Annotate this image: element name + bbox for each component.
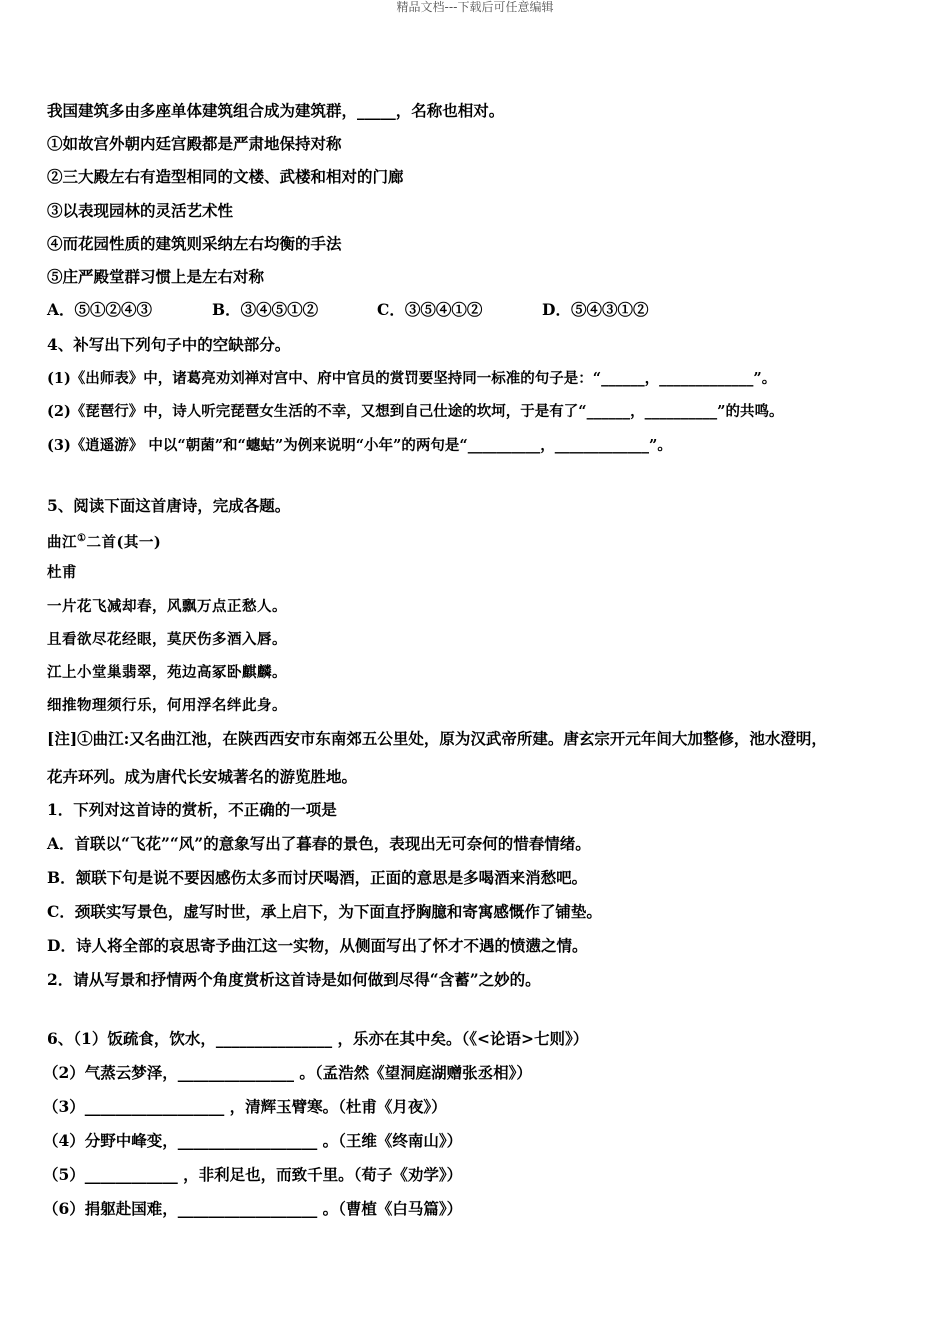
q3-options (47, 300, 648, 320)
poem-note-line-1: [注]①曲江:又名曲江池，在陕西西安市东南郊五公里处，原为汉武帝所建。唐玄宗开元年间大加整修，池水澄明， (47, 729, 827, 748)
poem-line-2: 且看欲尽花经眼，莫厌伤多酒入唇。 (47, 631, 287, 648)
q3-item-3: ③以表现园林的灵活艺术性 (47, 201, 234, 220)
poem-line-4: 细推物理须行乐，何用浮名绊此身。 (47, 697, 287, 714)
poem-title-sub: 二首(其一) (86, 533, 162, 551)
q5-title: 5、阅读下面这首唐诗，完成各题。 (47, 496, 291, 515)
page-header: 精品文档---下载后可任意编辑 (396, 0, 554, 14)
poem-line-3: 江上小堂巢翡翠，苑边高冢卧麒麟。 (47, 664, 287, 681)
q4-item-1: (1)《出师表》中，诸葛亮劝刘禅对宫中、府中官员的赏罚要坚持同一标准的句子是：“______，_____________”。 (47, 370, 777, 387)
poem-title (47, 529, 161, 553)
q4-item-2: (2)《琵琶行》中，诗人听完琵琶女生活的不幸，又想到自己仕途的坎坷，于是有了“______，__________”的共鸣。 (47, 403, 784, 420)
q3-item-5: ⑤庄严殿堂群习惯上是左右对称 (47, 267, 265, 286)
poem-note-line-2: 花卉环列。成为唐代长安城著名的游览胜地。 (47, 767, 358, 786)
q6-item-4: （4）分野中峰变，__________________ 。（王维《终南山》） (43, 1131, 463, 1150)
q3-option-c: C．③⑤④①② (377, 300, 483, 319)
q4-item-3: (3)《逍遥游》 中以“朝菌”和“蟪蛄”为例来说明“小年”的两句是“__________，_____________”。 (47, 437, 672, 454)
poem-title-footnote-mark: ① (77, 533, 87, 544)
q6-item-5: （5）____________ ，非利足也，而致千里。（荀子《劝学》） (43, 1165, 463, 1184)
q3-option-b: B．③④⑤①② (212, 300, 319, 319)
q3-option-a: A．⑤①②④③ (47, 300, 153, 319)
q3-stem: 我国建筑多由多座单体建筑组合成为建筑群，_____，名称也相对。 (47, 101, 505, 120)
q6-item-3: （3）__________________ ，清辉玉臂寒。（杜甫《月夜》） (43, 1097, 447, 1116)
q4-title: 4、补写出下列句子中的空缺部分。 (47, 335, 291, 354)
q3-item-1: ①如故宫外朝内廷宫殿都是严肃地保持对称 (47, 134, 342, 153)
poem-line-1: 一片花飞减却春，风飘万点正愁人。 (47, 598, 287, 615)
q5-sub2: 2．请从写景和抒情两个角度赏析这首诗是如何做到尽得“含蓄”之妙的。 (47, 970, 541, 989)
q5-choice-b: B．颔联下句是说不要因感伤太多而讨厌喝酒，正面的意思是多喝酒来消愁吧。 (47, 868, 588, 887)
q5-sub1: 1．下列对这首诗的赏析，不正确的一项是 (47, 800, 337, 819)
q3-option-d: D．⑤④③①② (542, 300, 649, 319)
q6-item-1: 6、（1）饭疏食，饮水，_______________ ，乐亦在其中矣。（《<论语>七则》） (47, 1029, 589, 1048)
q3-item-2: ②三大殿左右有造型相同的文楼、武楼和相对的门廊 (47, 167, 404, 186)
q6-item-2: （2）气蒸云梦泽，_______________ 。（孟浩然《望洞庭湖赠张丞相》） (43, 1063, 532, 1082)
q5-choice-d: D．诗人将全部的哀思寄予曲江这一实物，从侧面写出了怀才不遇的愤懑之情。 (47, 936, 588, 955)
q3-item-4: ④而花园性质的建筑则采纳左右均衡的手法 (47, 234, 342, 253)
poem-title-main: 曲江 (47, 533, 77, 551)
poem-author: 杜甫 (47, 564, 77, 581)
q6-item-6: （6）捐躯赴国难，__________________ 。（曹植《白马篇》） (43, 1199, 463, 1218)
q5-choice-c: C．颈联实写景色，虚写时世，承上启下，为下面直抒胸臆和寄寓感慨作了铺垫。 (47, 902, 602, 921)
q5-choice-a: A．首联以“飞花”“风”的意象写出了暮春的景色，表现出无可奈何的惜春情绪。 (47, 834, 591, 853)
